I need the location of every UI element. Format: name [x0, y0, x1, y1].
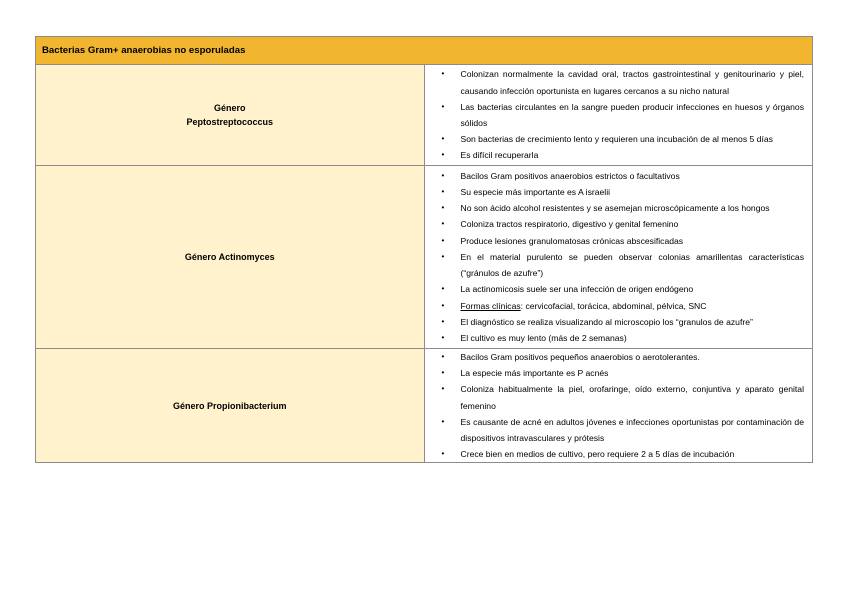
bullet-icon: •: [441, 384, 445, 394]
table-row: [36, 65, 813, 166]
list-item-text: Bacilos Gram positivos anaerobios estrictos o facultativos: [460, 170, 680, 181]
list-item: [425, 281, 813, 297]
list-item: [425, 349, 813, 365]
bacteria-table: [35, 36, 813, 463]
list-item-text: Es causante de acné en adultos jóvenes e infecciones oportunistas por contaminación de dispositivos intravasculares y prótesis: [460, 416, 804, 444]
list-item-text: En el material purulento se pueden observar colonias amarillentas características (“gránulos de azufre”): [460, 251, 804, 279]
list-item: [425, 381, 813, 413]
list-item: [425, 365, 813, 381]
table-header-row: [36, 37, 813, 65]
list-item: [425, 446, 813, 462]
list-item: [425, 330, 813, 346]
list-item-text: Colonizan normalmente la cavidad oral, tractos gastrointestinal y genitourinario y piel, causando infección oportunista en lugares cercanos a su nicho natural: [460, 69, 804, 96]
list-item-text: Es difícil recuperarla: [460, 150, 539, 161]
list-item-text: Bacilos Gram positivos pequeños anaerobios o aerotolerantes.: [460, 352, 700, 362]
table-row: [36, 166, 813, 349]
row-label: [36, 65, 425, 166]
list-item-text: Crece bien en medios de cultivo, pero requiere 2 a 5 días de incubación: [460, 449, 735, 460]
bullet-icon: •: [441, 150, 445, 160]
list-item-text: Su especie más importante es A israelii: [460, 187, 611, 198]
row-label: [36, 349, 425, 463]
row-content: [424, 65, 813, 166]
list-item-text: La especie más importante es P acnés: [460, 368, 609, 379]
list-item: [425, 200, 813, 216]
list-item: [425, 184, 813, 200]
row-label-line: Peptostreptococcus: [186, 117, 274, 127]
list-item: [425, 314, 813, 330]
bullet-icon: •: [441, 101, 445, 111]
list-item: [425, 233, 813, 249]
bullet-icon: •: [441, 235, 445, 245]
bullet-list: [425, 349, 813, 462]
bullet-icon: •: [441, 368, 445, 378]
list-item: [425, 131, 813, 147]
list-item-text: Las bacterias circulantes en la sangre pueden producir infecciones en huesos y órganos sólidos: [460, 101, 804, 128]
list-item: [425, 298, 813, 314]
list-item: [425, 168, 813, 184]
bullet-icon: •: [441, 352, 445, 361]
list-item-text: Produce lesiones granulomatosas crónicas abscesificadas: [460, 235, 684, 246]
list-item-text: No son ácido alcohol resistentes y se asemejan microscópicamente a los hongos: [460, 203, 770, 214]
list-item: [425, 66, 813, 98]
bullet-icon: •: [441, 170, 445, 180]
list-item-text: [461, 298, 805, 314]
list-item-text: El cultivo es muy lento (más de 2 semanas): [460, 332, 627, 343]
bullet-icon: •: [441, 316, 445, 326]
list-item-text: El diagnóstico se realiza visualizando al microscopio los “granulos de azufre”: [460, 316, 753, 327]
bullet-icon: •: [441, 284, 445, 294]
row-content: [424, 349, 813, 463]
bullet-icon: •: [441, 449, 445, 459]
bullet-icon: •: [441, 416, 445, 426]
list-item: [425, 249, 813, 281]
list-item-text: Coloniza tractos respiratorio, digestivo y genital femenino: [460, 219, 679, 230]
bullet-icon: •: [441, 332, 445, 342]
row-label-line: Género: [213, 103, 246, 113]
bullet-icon: •: [441, 300, 445, 310]
row-content: [424, 166, 813, 349]
list-item-text: Son bacterias de crecimiento lento y requieren una incubación de al menos 5 días: [460, 134, 773, 145]
table-row: [36, 349, 813, 463]
bullet-icon: •: [441, 187, 445, 197]
bullet-icon: •: [441, 219, 445, 229]
row-label-line: Género Actinomyces: [184, 252, 275, 262]
list-item: [425, 99, 813, 131]
bullet-list: [425, 168, 813, 346]
row-label-line: Género Propionibacterium: [172, 400, 287, 411]
list-item-text: Coloniza habitualmente la piel, orofaringe, oído externo, conjuntiva y aparato genital femenino: [460, 384, 804, 411]
list-item-text: La actinomicosis suele ser una infección de origen endógeno: [460, 284, 694, 295]
bullet-icon: •: [441, 134, 445, 144]
formas-clinicas-text: : cervicofacial, torácica, abdominal, pélvica, SNC: [520, 300, 707, 311]
row-label: [36, 166, 425, 349]
formas-clinicas-label: Formas clínicas: [460, 300, 521, 311]
bullet-icon: •: [441, 69, 445, 79]
bullet-list: [425, 66, 813, 163]
list-item: [425, 216, 813, 232]
table-title: Bacterias Gram+ anaerobias no esporuladas: [36, 37, 813, 65]
list-item: [425, 147, 813, 163]
bullet-icon: •: [441, 203, 445, 213]
bullet-icon: •: [441, 251, 445, 261]
list-item: [425, 414, 813, 446]
